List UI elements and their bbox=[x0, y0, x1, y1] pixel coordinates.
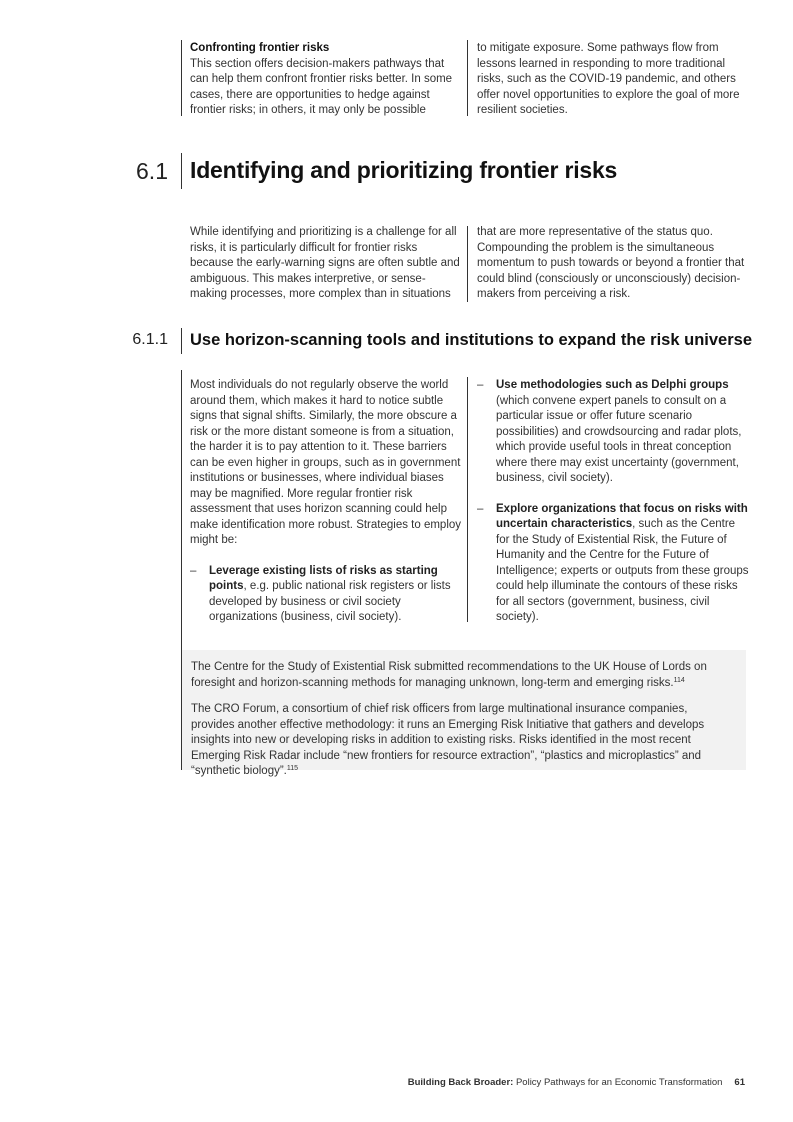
intro-left-rule bbox=[181, 40, 182, 116]
subsection-col-2 bbox=[477, 378, 749, 626]
bullet-item bbox=[477, 502, 749, 626]
bullet-item bbox=[477, 378, 749, 487]
subsection-mid-rule bbox=[467, 377, 468, 622]
intro-mid-rule bbox=[467, 40, 468, 116]
subsection-heading-rule bbox=[181, 328, 182, 354]
bullet-heading: Use methodologies such as Delphi groups bbox=[496, 379, 729, 391]
intro-col-1 bbox=[190, 41, 460, 119]
footer-report-title: Building Back Broader: bbox=[407, 1077, 514, 1088]
bullet-dash: – bbox=[477, 379, 484, 391]
section-text-1: While identifying and prioritizing is a challenge for all risks, it is particularly difficult for frontier risks because the early-warning signs are often subtle and ambiguous. This makes interpretive, or sense-making processes, more complex than in situations bbox=[190, 226, 460, 300]
footnote-ref: 115 bbox=[286, 765, 299, 772]
page-footer bbox=[408, 1077, 745, 1088]
intro-col-2 bbox=[477, 41, 747, 119]
section-title: Identifying and prioritizing frontier risks bbox=[190, 157, 618, 183]
intro-title: Confronting frontier risks bbox=[190, 42, 330, 54]
subsection-title: Use horizon-scanning tools and institutions to expand the risk universe bbox=[190, 331, 752, 349]
section-col-1 bbox=[190, 225, 462, 303]
callout-paragraph-1: The Centre for the Study of Existential Risk submitted recommendations to the UK House of Lords on foresight and horizon-scanning methods for managing unknown, long-term and emerging risks.$^{114}$ bbox=[191, 661, 707, 689]
subsection-col-1 bbox=[190, 378, 462, 626]
page-number: 61 bbox=[734, 1077, 745, 1088]
bullet-heading: Explore organizations that focus on risks with uncertain characteristics bbox=[496, 502, 748, 530]
intro-text-2: to mitigate exposure. Some pathways flow from lessons learned in responding to more traditional risks, such as the COVID-19 pandemic, and others offer novel opportunities to explore the goal of more resilient societies. bbox=[477, 42, 740, 116]
bullet-heading: Leverage existing lists of risks as starting points bbox=[209, 564, 438, 592]
section-col-2 bbox=[477, 225, 747, 303]
footer-report-subtitle: Policy Pathways for an Economic Transformation bbox=[513, 1077, 723, 1088]
footnote-ref: 114 bbox=[673, 676, 685, 684]
subsection-paragraph: Most individuals do not regularly observe the world around them, which makes it hard to notice subtle signs that signal shifts. Similarly, the more obscure a risk or the more distant someone is from a situation, the harder it is to pay attention to it. These barriers can be even higher in groups, such as in government institutions or businesses, where individual biases may be magnified. More regular frontier risk assessment that uses horizon scanning could help make identification more robust. Strategies to employ might be: bbox=[190, 379, 462, 546]
bullet-dash: – bbox=[477, 502, 484, 515]
section-text-2: that are more representative of the status quo. Compounding the problem is the simultaneous momentum to push towards or beyond a frontier that could blind (consciously or unconsciously) decision-makers from perceiving a risk. bbox=[477, 226, 745, 300]
subsection-number: 6.1.1 bbox=[132, 331, 168, 348]
bullet-text: , e.g. public national risk registers or lists developed by business or civil society organizations (business, civil society). bbox=[209, 580, 451, 623]
section-heading-rule bbox=[181, 153, 182, 189]
intro-text-1: This section offers decision-makers pathways that can help them confront frontier risks better. In some cases, there are opportunities to hedge against frontier risks; in others, it may only be possible bbox=[190, 57, 453, 116]
bullet-item bbox=[190, 564, 462, 626]
bullet-text: (which convene expert panels to consult on a particular issue or offer future scenario possibilities) and crowdsourcing and radar plots, which provide useful tools in threat conception where there may exist uncertainty (government, business, civil society). bbox=[496, 394, 742, 484]
section-number: 6.1 bbox=[136, 158, 168, 184]
callout-box bbox=[182, 650, 746, 777]
bullet-dash: – bbox=[190, 564, 197, 577]
section-mid-rule bbox=[467, 226, 468, 302]
callout-paragraph-2: The CRO Forum, a consortium of chief risk officers from large multinational insurance companies, provides another effective methodology: it runs an Emerging Risk Initiative that gathers and develops insights into new or developing risks in addition to existing risks. Risks identified in the most recent Emerging Risk Radar include “new frontiers for resource extraction”, “plastics and microplastics” and “synthetic biology”.$^{115}$ bbox=[191, 703, 705, 777]
bullet-text: , such as the Centre for the Study of Existential Risk, the Future of Humanity and the Centre for the Future of Intelligence; experts or outputs from these groups could help illuminate the contours of these risks for all sectors (government, business, civil society). bbox=[496, 518, 749, 623]
